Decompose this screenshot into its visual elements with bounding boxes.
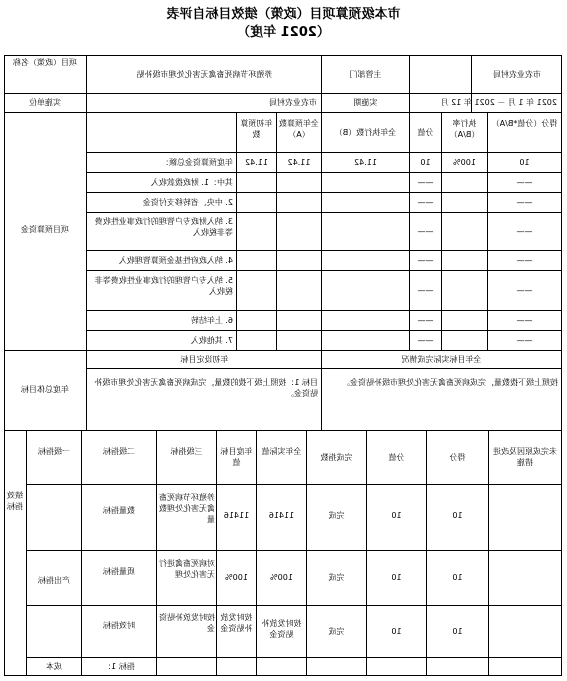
hdr-level1: 一级指标 <box>38 447 70 456</box>
fund-score: —— <box>417 198 434 207</box>
hdr-actual: 全年实际值 <box>261 447 302 456</box>
fund-row-label: 4. 纳入政府性基金预算管理收入 <box>118 256 233 265</box>
fund-score: —— <box>417 336 434 345</box>
ind-level2: 数量指标 <box>103 506 135 515</box>
funds-section-label: 项目预算资金 <box>21 225 69 234</box>
ind-level2: 指标 1： <box>103 662 135 671</box>
ind-level3: 对病死畜禽进行无害化处理 <box>159 559 215 579</box>
goals-plan-label: 年初设定目标 <box>180 355 229 364</box>
period-label: 实施期 <box>353 98 378 107</box>
ind-actual: 100% <box>270 573 293 582</box>
goals-section-label: 年度总体目标 <box>21 385 69 394</box>
hdr-completion: 完成指数 <box>320 453 353 462</box>
period-value: 2021 年 1 月 － 2021 年 12 月 <box>440 98 557 107</box>
goals-actual-label: 全年目标实际完成情况 <box>401 355 482 364</box>
fund-full-budget: 11.42 <box>287 158 311 167</box>
fund-score: —— <box>417 316 434 325</box>
col-score: 分值 <box>417 128 434 137</box>
hdr-year-target: 年度目标值 <box>220 447 253 467</box>
fund-score: —— <box>417 256 434 265</box>
ind-level2: 质量指标 <box>103 567 135 576</box>
project-name-label: 项目（政策）名称 <box>13 58 77 67</box>
col-full-budget: 全年预算数（A） <box>279 119 319 139</box>
ind-completion: 完成 <box>328 511 345 520</box>
ind-score: 10 <box>391 573 402 582</box>
fund-points: 10 <box>519 158 530 167</box>
ind-level3: 养殖环节病死畜禽无害化处理数量 <box>159 493 215 524</box>
output-label: 产出指标 <box>38 576 70 585</box>
form-title: 市本级预算项目（政策）绩效目标自评表 <box>166 7 401 22</box>
col-full-exec: 全年执行数（B） <box>334 128 397 137</box>
fund-score: —— <box>417 178 434 187</box>
ind-target: 按时发放补贴资金 <box>220 613 253 633</box>
dept-label: 主管部门 <box>349 70 382 79</box>
goals-actual-text: 按照上级下拨数量，完成病死畜禽无害化处理市级补贴资金。 <box>342 378 558 387</box>
unit-label: 实施单位 <box>29 98 61 107</box>
fund-year-budget: 11.42 <box>245 158 268 167</box>
fund-row-label: 5. 纳入专户管理的行政事业性收费等非税收入 <box>94 276 233 296</box>
ind-target: 100% <box>225 573 248 582</box>
fund-points: —— <box>516 198 533 207</box>
ind-points: 10 <box>452 511 463 520</box>
ind-actual: 按时发放补贴资金 <box>261 619 302 639</box>
fund-row-label: 7. 其他收入 <box>190 336 233 345</box>
fund-points: —— <box>516 316 533 325</box>
fund-row-label: 2. 中央、省转移支付资金 <box>142 198 233 207</box>
col-year-budget: 年初预算数 <box>240 119 273 139</box>
col-exec-rate: 执行率（B/A） <box>449 119 480 139</box>
hdr-reason: 未完成原因及改进措施 <box>493 447 557 467</box>
project-name-value: 养殖环节病死畜禽无害化处理市级补贴 <box>136 70 273 79</box>
ind-target: 11416 <box>223 511 250 520</box>
ind-completion: 完成 <box>328 627 345 636</box>
hdr-score: 分值 <box>388 453 405 462</box>
fund-row-label: 其中：1. 财政拨款收入 <box>150 178 233 187</box>
perf-label: 绩效指标 <box>7 491 23 511</box>
fund-row-label: 年度预算资金总额： <box>161 158 233 167</box>
fund-score: —— <box>417 227 434 236</box>
goals-plan-text: 目标 1：按照上级下拨的数量，完成病死畜禽无害化处理市级补贴资金。 <box>94 378 318 398</box>
ind-points: 10 <box>452 573 463 582</box>
hdr-points: 得分 <box>449 453 466 462</box>
cost-label: 成本 <box>46 662 62 671</box>
form-subtitle: （2021 年度） <box>237 25 330 40</box>
fund-row-label: 3. 纳入财政专户管理的行政事业性收费等非税收入 <box>94 217 233 237</box>
ind-actual: 11416 <box>268 511 295 520</box>
hdr-level2: 二级指标 <box>103 447 135 456</box>
fund-points: —— <box>516 336 533 345</box>
fund-points: —— <box>516 178 533 187</box>
hdr-level3: 三级指标 <box>170 447 203 456</box>
ind-score: 10 <box>391 511 402 520</box>
fund-row-label: 6. 上年结转 <box>190 316 233 325</box>
fund-points: —— <box>516 227 533 236</box>
fund-points: —— <box>516 286 533 295</box>
ind-points: 10 <box>452 627 463 636</box>
dept-value: 市农业农村局 <box>493 70 541 79</box>
ind-score: 10 <box>391 627 402 636</box>
ind-level3: 按时发放补贴资金 <box>159 613 215 633</box>
col-points: 得分（分值*B/A） <box>491 119 558 128</box>
unit-value: 市农业农村局 <box>269 98 317 107</box>
fund-score: 10 <box>420 158 431 167</box>
ind-completion: 完成 <box>328 573 345 582</box>
ind-level2: 时效指标 <box>103 621 135 630</box>
fund-full-exec: 11.42 <box>354 158 377 167</box>
fund-exec-rate: 100% <box>453 158 476 167</box>
fund-score: —— <box>417 286 434 295</box>
fund-points: —— <box>516 256 533 265</box>
